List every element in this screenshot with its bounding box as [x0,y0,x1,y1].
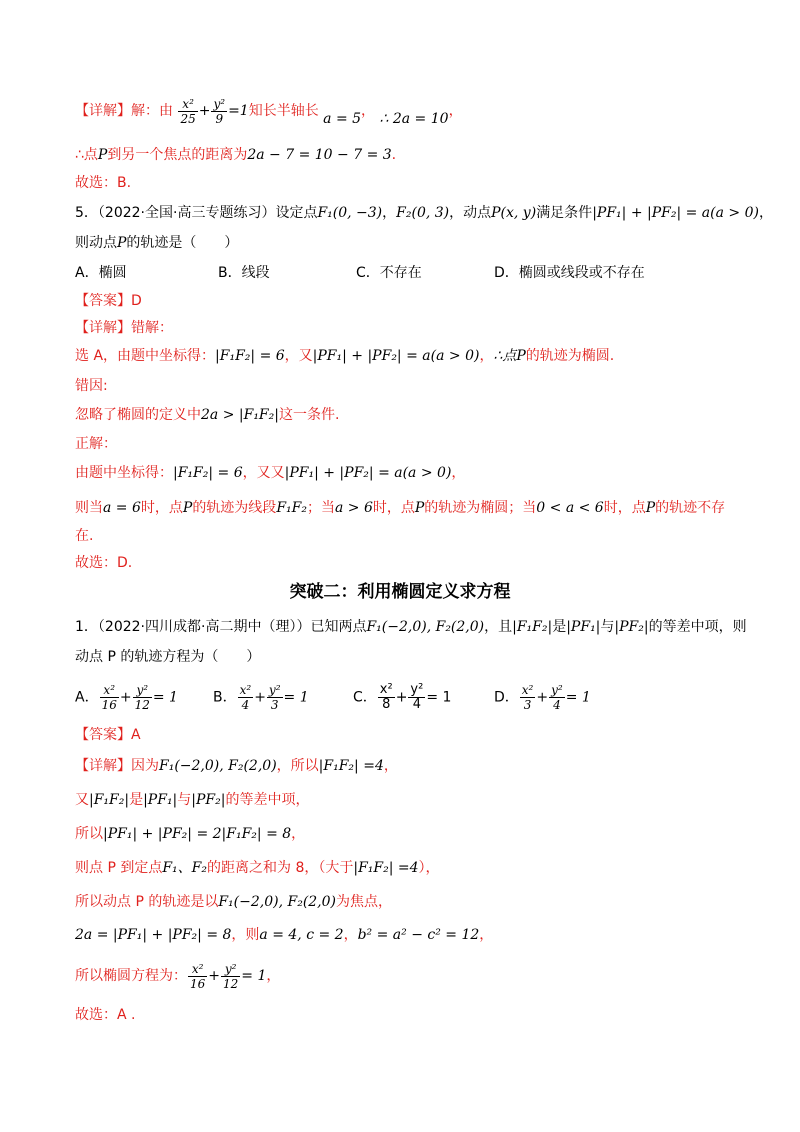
text: 与 [177,792,192,808]
text: ，又又 [242,465,285,481]
detail-line-1 [75,756,398,776]
option-label: C． [353,689,377,706]
math: |F₁F₂| =4 [353,860,419,876]
text: ）， [418,860,440,876]
text: 所以椭圆方程为： [75,968,187,984]
punct: ， [448,103,463,119]
equation-tail: =1 [228,103,249,119]
text: 是 [129,792,144,808]
punct: ， [479,927,494,943]
math: |PF₁| [143,792,178,808]
text: 这一条件. [278,407,340,423]
option-d: D．椭圆或线段或不存在 [494,265,645,281]
choice-line: 故选：D. [75,555,133,571]
detail-line-6 [75,925,493,945]
text: ，动点 [449,205,492,221]
frac-den: 12 [134,698,150,712]
question-number: 1． [75,619,98,635]
detail-text: 知长半轴长 [248,103,319,119]
frac-num: x² [188,962,207,977]
equation-tail: = 1 [283,689,309,706]
math: |F₁F₂| [512,619,553,635]
frac-num: x² [239,683,252,697]
answer: 【答案】A [75,727,141,743]
detail-line-4 [75,858,440,878]
math: a > 6 [334,500,373,516]
text: 又 [75,792,89,808]
fraction [100,683,119,712]
frac-num: y² [268,683,281,697]
text: 所以动点 P 的轨迹是以 [75,894,219,910]
math: a = 4, c = 2 [259,927,344,943]
text: 所以 [75,826,103,842]
equation-tail: = 1 [241,968,267,984]
detail-line-1: 【详解】解：由 $\frac{\text{x²}}{25}$ + $\frac{\text{y²}}{9}$ =1知长半轴长 a = 5， ∴ 2a = 10， [75,96,463,127]
detail-tag: 【详解】 [75,320,131,336]
text: 设定点 [275,205,318,221]
math: F₂(0, 3) [396,205,450,221]
punct: ， [451,465,466,481]
math: P [182,500,193,516]
text: ，且 [484,619,513,635]
frac-num: y² [133,683,152,698]
math: P [97,147,108,163]
option-a: A．椭圆 [75,265,127,281]
math: a = 5 [323,111,362,127]
text: 已知两点 [310,619,367,635]
math: F₁(−2,0), F₂(2,0) [366,619,485,635]
math: |PF₁| [566,619,601,635]
question-1-stem [75,617,747,637]
question-source: （2022·全国·高三专题练习） [97,205,276,221]
option-a: A． $\frac{\text{x²}}{16}$ + $\frac{\text{y²}}{12}$ = 1 [75,683,178,712]
math: a = 6 [103,500,141,516]
frac-den: 9 [215,111,224,126]
punct: ， [758,205,773,221]
correct-solution-line-1 [75,463,465,483]
frac-den: 16 [190,976,206,991]
text: 的轨迹为椭圆；当 [424,500,537,516]
equation-tail: = 1 [152,689,178,706]
text: 的轨迹不存 [655,500,726,516]
detail-line-7: 所以椭圆方程为： $\frac{\text{x²}}{16}$ + $\frac{\text{y²}}{12}$ = 1， [75,961,281,991]
frac-den: 16 [101,698,117,712]
equation-tail: = 1 [426,689,452,706]
fraction [408,683,425,712]
math: P [117,235,127,251]
detail-line-2 [75,145,396,165]
frac-num: y² [410,682,424,697]
text: ；当 [306,500,335,516]
frac-den: 4 [241,698,250,712]
frac-num: y² [551,683,563,697]
math: 2a > |F₁F₂| [201,407,279,423]
fraction [520,683,536,712]
math: F₁(−2,0), F₂(2,0) [218,894,337,910]
math: ∴点 [493,348,517,364]
math: 0 < a < 6 [536,500,604,516]
frac-num: x² [178,97,197,112]
text: 由题中坐标得： [75,465,173,481]
text: 的等差中项， [225,792,310,808]
math: |PF₁| + |PF₂| = a(a > 0) [592,205,759,221]
option-d: D． $\frac{\text{x²}}{3}$ + $\frac{\text{y²}}{4}$ = 1 [494,683,591,712]
text: 【详解】因为 [75,758,159,774]
frac-num: x² [379,682,393,697]
frac-den: 4 [412,697,422,712]
text: 的等差中项，则 [648,619,747,635]
text: 为焦点， [336,894,393,910]
punct: ， [266,968,281,984]
frac-num: y² [221,962,240,977]
math: |PF₁| + |PF₂| = a(a > 0) [284,465,452,481]
choice-line: 故选：A . [75,1007,136,1023]
math: |PF₂| [614,619,649,635]
frac-den: 25 [180,111,196,126]
math: |F₁F₂| = 6 [173,465,243,481]
punct: ， [479,348,494,364]
math: F₁(−2,0), F₂(2,0) [159,758,277,774]
fraction [211,97,227,126]
equation-tail: = 1 [565,689,591,706]
fraction [267,683,283,712]
option-label: A． [75,689,99,706]
question-source: （2022·四川成都·高二期中（理）） [97,619,311,635]
punct: . [391,147,397,163]
math: P [414,500,425,516]
fraction [133,683,152,712]
text: 与 [600,619,615,635]
math: |PF₁| + |PF₂| = a(a > 0) [312,348,480,364]
math: |F₁F₂| [89,792,130,808]
punct: ， [343,927,358,943]
frac-den: 4 [553,698,561,712]
text: 的轨迹是（ ） [126,235,239,251]
error-cause-line [75,405,339,425]
math: P [645,500,656,516]
text: 的轨迹为线段 [192,500,277,516]
option-b: B． $\frac{\text{x²}}{4}$ + $\frac{\text{y²}}{3}$ = 1 [213,683,309,712]
correct-solution-label: 正解： [75,436,117,452]
text: 时，点 [140,500,183,516]
question-5-stem [75,203,773,223]
text: 选 A，由题中坐标得： [75,348,216,364]
correct-solution-line-3: 在. [75,528,94,544]
text: 到另一个焦点的距离为 [107,147,248,163]
math: F₁、F₂ [162,860,207,876]
frac-num: y² [213,96,226,111]
text: 忽略了椭圆的定义中 [75,407,201,423]
option-c: C． $\frac{\text{x²}}{8}$ + $\frac{\text{y²}}{4}$ = 1 [353,682,452,712]
text: 是 [552,619,567,635]
fraction [221,962,240,991]
math: |F₁F₂| = 6 [215,348,285,364]
math: |F₁F₂| =4 [318,758,384,774]
frac-num: x² [100,683,119,698]
math: F₁(0, −3) [317,205,383,221]
fraction [238,683,254,712]
text: 时，点 [372,500,415,516]
detail-line-2 [75,790,309,810]
frac-den: 3 [270,698,279,712]
math: |PF₁| + |PF₂| = 2|F₁F₂| = 8 [103,826,292,842]
option-label: D． [494,689,519,706]
text: 的轨迹为椭圆. [525,348,615,364]
text: ，则 [231,927,260,943]
frac-den: 8 [382,697,391,712]
math: P [516,348,526,364]
punct: ， [361,103,376,119]
math: P(x, y) [491,205,537,221]
text: ，所以 [276,758,319,774]
correct-solution-line-2 [75,498,725,518]
detail-tag: 【详解】 [75,103,131,119]
math: 2a = |PF₁| + |PF₂| = 8 [75,927,232,943]
option-b: B．线段 [218,265,270,281]
option-label: B． [213,689,237,706]
punct: ， [382,205,397,221]
question-5-stem-line-2 [75,233,238,253]
math: |PF₂| [191,792,226,808]
text: 错解： [131,320,173,336]
frac-den: 3 [523,698,532,712]
punct: ， [291,826,306,842]
text: 时，点 [603,500,646,516]
fraction [188,962,207,991]
answer: 【答案】D [75,293,142,309]
detail-line-3 [75,824,305,844]
question-1-stem-line-2: 动点 P 的轨迹方程为（ ） [75,649,261,665]
punct: ， [383,758,398,774]
frac-den: 12 [223,976,239,991]
fraction [378,683,395,712]
fraction [178,97,197,126]
question-number: 5． [75,205,98,221]
math: b² = a² − c² = 12 [357,927,480,943]
text: 的距离之和为 8，（大于 [207,860,354,876]
text: ∴点 [75,147,98,163]
wrong-solution-line [75,346,614,366]
text: 则点 P 到定点 [75,860,163,876]
text: 则当 [75,500,103,516]
text: ，又 [284,348,313,364]
detail-header [75,318,173,338]
choice-line: 故选：B. [75,175,132,191]
section-title: 突破二：利用椭圆定义求方程 [289,582,511,602]
detail-line-5 [75,892,392,912]
error-cause-label: 错因: [75,378,108,394]
math: 2a − 7 = 10 − 7 = 3 [247,147,392,163]
math: ∴ 2a = 10 [379,111,449,127]
fraction [549,683,565,712]
text: 则动点 [75,235,117,251]
frac-num: x² [521,683,534,697]
option-c: C．不存在 [356,265,422,281]
math: F₁F₂ [276,500,307,516]
text: 满足条件 [536,205,593,221]
detail-text: 解：由 [131,103,173,119]
